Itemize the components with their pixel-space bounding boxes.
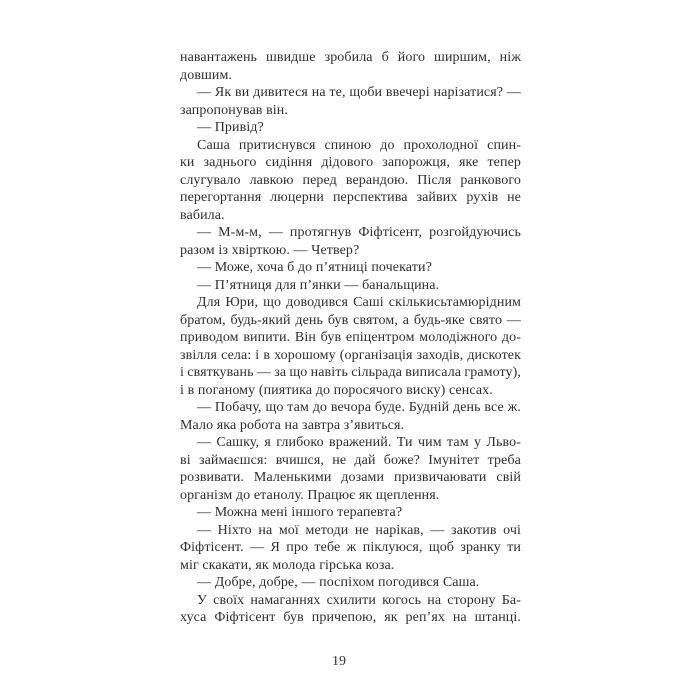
text-line: довшим.: [180, 67, 233, 83]
text-line: братом, будь-який день був святом, а будь-яке свято —: [180, 312, 521, 328]
text-line: разом із хвірткою. — Четвер?: [180, 242, 360, 258]
text-line: міг скакати, як молода гірська коза.: [180, 557, 395, 573]
page-text: [180, 49, 521, 627]
text-line: — Можна мені іншого терапевта?: [197, 505, 403, 520]
text-line: слугувало лавкою перед верандою. Після ранкового: [180, 172, 521, 188]
text-line: приводом випити. Він був епіцентром молодіжного до-: [180, 330, 521, 345]
text-line: хуса Фіфтісент був причепою, як реп’ях на штанці.: [180, 610, 521, 625]
text-line: — Сашку, я глибоко вражений. Ти чим там у Льво-: [197, 435, 521, 450]
text-line: — П’ятниця для п’янки — банальщина.: [197, 277, 440, 293]
text-line: перегортання люцерни перспектива зайвих рухів не: [180, 190, 521, 205]
text-line: організм до етанолу. Працює як щеплення.: [180, 487, 440, 503]
text-line: — Може, хоча б до п’ятниці почекати?: [197, 260, 432, 275]
text-line: і в поганому (пиятика до поросячого виску) сенсах.: [180, 382, 493, 398]
text-line: Фіфтісент. — Я про тебе ж піклуюся, щоб зранку ти: [180, 540, 521, 555]
text-line: — М-м-м, — протягнув Фіфтісент, розгойдуючись: [197, 225, 521, 240]
text-line: Мало яка робота на завтра з’явиться.: [180, 417, 405, 433]
text-line: ві займаєшся: вчишся, не дай боже? Імунітет треба: [180, 452, 521, 468]
text-line: вабила.: [180, 207, 225, 223]
text-line: запропонував він.: [180, 102, 288, 118]
text-line: і святкувань — за що навіть сільрада виписала грамоту),: [180, 365, 521, 380]
text-line: Для Юри, що доводився Саші скількисьтамюрідним: [197, 295, 521, 310]
text-line: — Побачу, що там до вечора буде. Будній день все ж.: [197, 400, 521, 415]
text-line: — Ніхто на мої методи не нарікав, — закотив очі: [197, 522, 521, 538]
text-line: звілля села: і в хорошому (організація заходів, дискотек: [180, 347, 521, 363]
text-line: — Як ви дивитеся на те, щоби ввечері нарізатися? —: [197, 85, 521, 100]
text-line: — Добре, добре, — поспіхом погодився Саша.: [197, 575, 480, 590]
text-line: У своїх намаганнях схилити когось на сторону Ба-: [197, 592, 521, 608]
text-line: навантажень швидше зробила б його ширшим, ніж: [180, 50, 521, 65]
text-line: — Привід?: [197, 120, 264, 135]
text-line: Саша притиснувся спиною до прохолодної спин-: [197, 137, 521, 153]
text-line: ки заднього сидіння дідового запорожця, яке тепер: [180, 155, 521, 170]
text-line: розвивати. Маленькими дозами призвичаювати свій: [180, 470, 521, 485]
page-number: 19: [332, 654, 346, 669]
